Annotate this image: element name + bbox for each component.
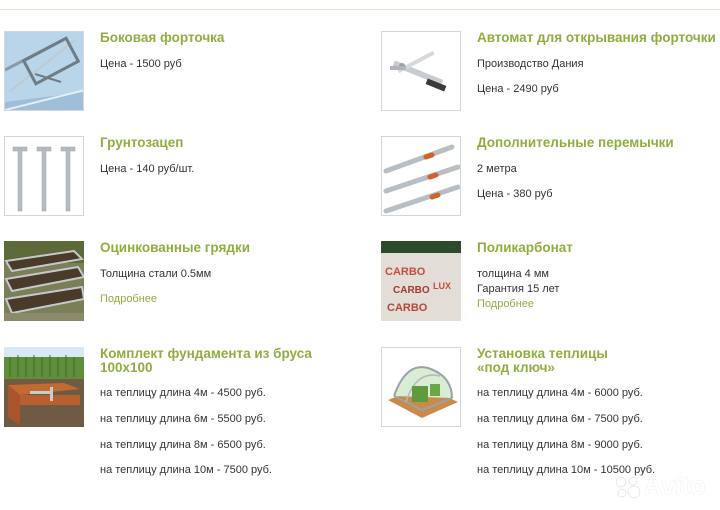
side-vent-image[interactable] [4, 31, 84, 111]
product-title[interactable]: Боковая форточка [100, 30, 225, 45]
product-side-vent [4, 31, 344, 113]
polycarbonate-image[interactable] [381, 241, 461, 321]
product-title[interactable]: Грунтозацеп [100, 135, 184, 150]
product-vent-opener [381, 31, 720, 113]
lux-label: LUX [433, 281, 451, 291]
product-price: Цена - 1500 руб [100, 58, 182, 70]
avito-logo-icon [614, 474, 642, 500]
price-10m: на теплицу длина 10м - 10500 руб. [477, 464, 656, 476]
product-polycarbonate [381, 241, 720, 323]
details-link[interactable]: Подробнее [100, 293, 158, 305]
details-link[interactable]: Подробнее [477, 298, 535, 310]
product-ground-anchor [4, 136, 344, 218]
product-galvanized-beds [4, 241, 344, 323]
product-title[interactable]: Установка теплицы [477, 346, 608, 361]
product-origin: Производство Дания [477, 58, 584, 70]
carbo-label: CARBO [385, 266, 426, 278]
crossbars-image[interactable] [381, 136, 461, 216]
price-10m: на теплицу длина 10м - 7500 руб. [100, 464, 272, 476]
avito-watermark: Avito [644, 472, 706, 500]
vent-opener-image[interactable] [381, 31, 461, 111]
product-title[interactable]: Оцинкованные грядки [100, 240, 250, 255]
price-8m: на теплицу длина 8м - 6500 руб. [100, 439, 266, 451]
product-length: 2 метра [477, 163, 517, 175]
greenhouse-install-image[interactable] [381, 347, 461, 427]
product-price: Цена - 2490 руб [477, 83, 559, 95]
galvanized-beds-image[interactable] [4, 241, 84, 321]
foundation-kit-image[interactable] [4, 347, 84, 427]
product-title-line2[interactable]: «под ключ» [477, 360, 555, 375]
product-crossbars [381, 136, 720, 218]
product-price: Цена - 140 руб/шт. [100, 163, 195, 175]
price-6m: на теплицу длина 6м - 7500 руб. [477, 413, 643, 425]
price-6m: на теплицу длина 6м - 5500 руб. [100, 413, 266, 425]
product-title[interactable]: Автомат для открывания форточки [477, 30, 716, 45]
product-price: Цена - 380 руб [477, 188, 553, 200]
price-4m: на теплицу длина 4м - 4500 руб. [100, 387, 266, 399]
carbo-label: CARBO [393, 285, 430, 296]
carbo-label: CARBO [387, 302, 428, 314]
product-thickness: толщина 4 мм [477, 268, 549, 280]
product-greenhouse-install [381, 347, 720, 482]
product-title[interactable]: Поликарбонат [477, 240, 573, 255]
top-divider [0, 9, 720, 10]
product-warranty: Гарантия 15 лет [477, 283, 560, 295]
product-title[interactable]: Дополнительные перемычки [477, 135, 674, 150]
product-title[interactable]: Комплект фундамента из бруса [100, 346, 312, 361]
price-8m: на теплицу длина 8м - 9000 руб. [477, 439, 643, 451]
product-spec: Толщина стали 0.5мм [100, 268, 212, 280]
ground-anchor-image[interactable] [4, 136, 84, 216]
price-4m: на теплицу длина 4м - 6000 руб. [477, 387, 643, 399]
product-foundation-kit [4, 347, 344, 482]
product-title-line2[interactable]: 100х100 [100, 360, 153, 375]
